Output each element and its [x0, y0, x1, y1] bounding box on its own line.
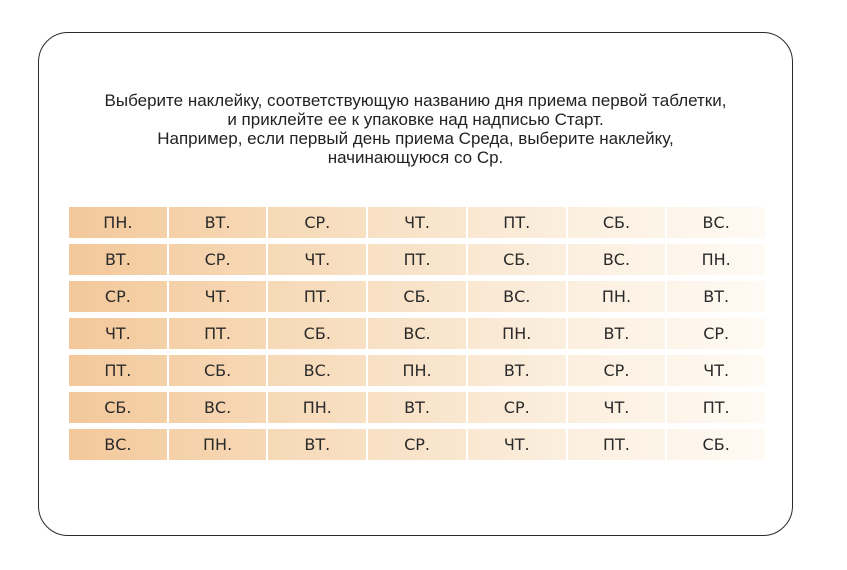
instructions-line-3: Например, если первый день приема Среда, выберите наклейку, — [157, 129, 674, 148]
sticker-day: ПН. — [268, 392, 368, 423]
sticker-day: СР. — [703, 324, 730, 343]
sticker-day: СБ. — [468, 244, 568, 275]
sticker-day: ВТ. — [368, 392, 468, 423]
sticker-day: ЧТ. — [468, 429, 568, 460]
sticker-day: ВС. — [169, 392, 269, 423]
sticker-day: ПН. — [568, 281, 668, 312]
sticker-day: ПТ. — [568, 429, 668, 460]
sticker-day: ПН. — [69, 207, 169, 238]
sticker-day: ВТ. — [568, 318, 668, 349]
sticker-day: ПТ. — [268, 281, 368, 312]
sticker-day: СР. — [568, 355, 668, 386]
sticker-day: ЧТ. — [568, 392, 668, 423]
sticker-day: ВТ. — [468, 355, 568, 386]
sticker-day: ВТ. — [69, 244, 169, 275]
sticker-row-tue-start[interactable] — [69, 244, 765, 275]
sticker-day: ПН. — [368, 355, 468, 386]
sticker-day: ЧТ. — [368, 207, 468, 238]
sticker-row-mon-start[interactable] — [69, 207, 765, 238]
sticker-day: СБ. — [702, 435, 730, 454]
sticker-day: СР. — [169, 244, 269, 275]
instructions-text — [39, 91, 792, 167]
sticker-day: ВС. — [568, 244, 668, 275]
sticker-day: ВТ. — [268, 429, 368, 460]
sticker-grid — [69, 207, 765, 466]
sticker-day: СБ. — [568, 207, 668, 238]
sticker-day: ВС. — [368, 318, 468, 349]
sticker-day: ПТ. — [69, 355, 169, 386]
sticker-day: ЧТ. — [169, 281, 269, 312]
sticker-row-sun-start[interactable] — [69, 429, 765, 460]
sticker-day: ВС. — [468, 281, 568, 312]
sticker-day: СР. — [468, 392, 568, 423]
sticker-day: ЧТ. — [703, 361, 730, 380]
sticker-day: ПН. — [169, 429, 269, 460]
sticker-day: СР. — [268, 207, 368, 238]
sticker-day: СБ. — [69, 392, 169, 423]
sticker-row-wed-start[interactable] — [69, 281, 765, 312]
instructions-line-4: начинающуюся со Ср. — [327, 148, 504, 167]
sticker-day: СБ. — [368, 281, 468, 312]
instructions-line-1: Выберите наклейку, соответствующую названию дня приема первой таблетки, — [104, 91, 727, 110]
sticker-day: ПН. — [468, 318, 568, 349]
sticker-row-sat-start[interactable] — [69, 392, 765, 423]
sticker-day: СР. — [69, 281, 169, 312]
sticker-day: ПТ. — [468, 207, 568, 238]
sticker-day: ВС. — [69, 429, 169, 460]
sticker-day: СР. — [368, 429, 468, 460]
instruction-card — [38, 32, 793, 536]
sticker-day: ВС. — [702, 213, 730, 232]
sticker-day: ЧТ. — [268, 244, 368, 275]
sticker-day: ВТ. — [703, 287, 730, 306]
sticker-day: ЧТ. — [69, 318, 169, 349]
sticker-day: ПТ. — [368, 244, 468, 275]
sticker-row-thu-start[interactable] — [69, 318, 765, 349]
sticker-day: СБ. — [268, 318, 368, 349]
sticker-day: ПТ. — [169, 318, 269, 349]
sticker-day: ПН. — [701, 250, 731, 269]
instructions-line-2: и приклейте ее к упаковке над надписью Старт. — [227, 110, 604, 129]
sticker-day: ВТ. — [169, 207, 269, 238]
sticker-row-fri-start[interactable] — [69, 355, 765, 386]
sticker-day: ВС. — [268, 355, 368, 386]
sticker-day: СБ. — [169, 355, 269, 386]
sticker-day: ПТ. — [702, 398, 730, 417]
